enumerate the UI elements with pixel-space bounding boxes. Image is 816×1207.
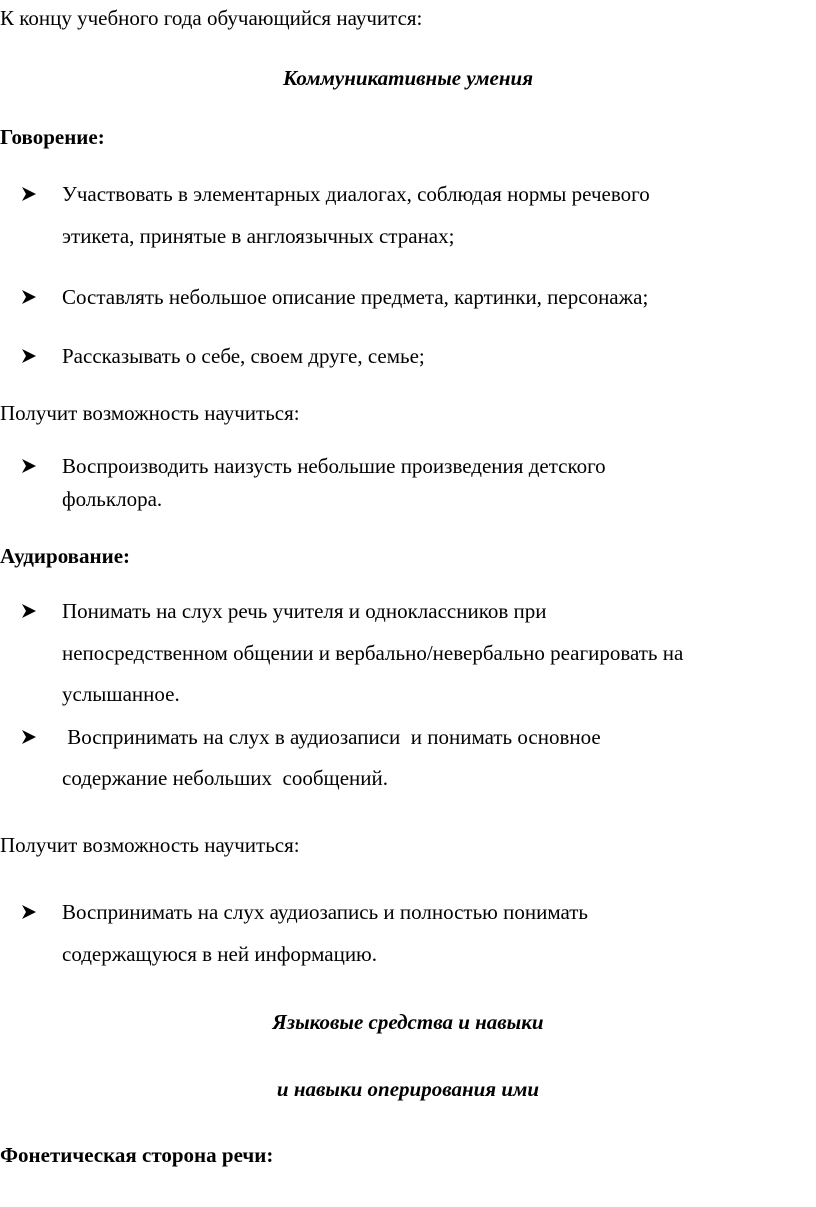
list-item-text: Составлять небольшое описание предмета, картинки, персонажа;	[62, 285, 649, 309]
arrowhead-bullet-icon	[19, 599, 41, 623]
speaking-opportunity-label: Получит возможность научиться:	[0, 401, 300, 425]
list-item-text: этикета, принятые в англоязычных странах;	[62, 224, 455, 248]
list-item-text: содержание небольших сообщений.	[62, 766, 388, 790]
phonetics-title: Фонетическая сторона речи:	[0, 1143, 274, 1167]
list-item-text: Воспринимать на слух аудиозапись и полностью понимать	[62, 900, 589, 924]
arrowhead-bullet-icon	[19, 725, 41, 749]
intro-text: К концу учебного года обучающийся научится:	[0, 6, 423, 30]
list-item-text: Участвовать в элементарных диалогах, соблюдая нормы речевого	[62, 182, 650, 206]
list-item-text: фольклора.	[62, 487, 163, 511]
communicative-skills-heading: Коммуникативные умения	[282, 66, 534, 90]
list-item-text: Воспроизводить наизусть небольшие произведения детского	[62, 454, 606, 478]
listening-title: Аудирование:	[0, 544, 131, 568]
list-item-text: Воспринимать на слух в аудиозаписи и понимать основное	[62, 725, 601, 749]
arrowhead-bullet-icon	[19, 182, 41, 206]
arrowhead-bullet-icon	[19, 344, 41, 368]
arrowhead-bullet-icon	[19, 454, 41, 478]
language-means-heading-line2: и навыки оперирования ими	[276, 1077, 540, 1101]
arrowhead-bullet-icon	[19, 900, 41, 924]
arrowhead-bullet-icon	[19, 285, 41, 309]
language-means-heading-line1: Языковые средства и навыки	[272, 1010, 544, 1034]
speaking-title: Говорение:	[0, 125, 105, 149]
listening-opportunity-label: Получит возможность научиться:	[0, 833, 300, 857]
list-item-text: непосредственном общении и вербально/невербально реагировать на	[62, 641, 684, 665]
list-item-text: содержащуюся в ней информацию.	[62, 942, 377, 966]
list-item-text: услышанное.	[62, 682, 180, 706]
list-item-text: Понимать на слух речь учителя и одноклассников при	[62, 599, 547, 623]
list-item-text: Рассказывать о себе, своем друге, семье;	[62, 344, 425, 368]
